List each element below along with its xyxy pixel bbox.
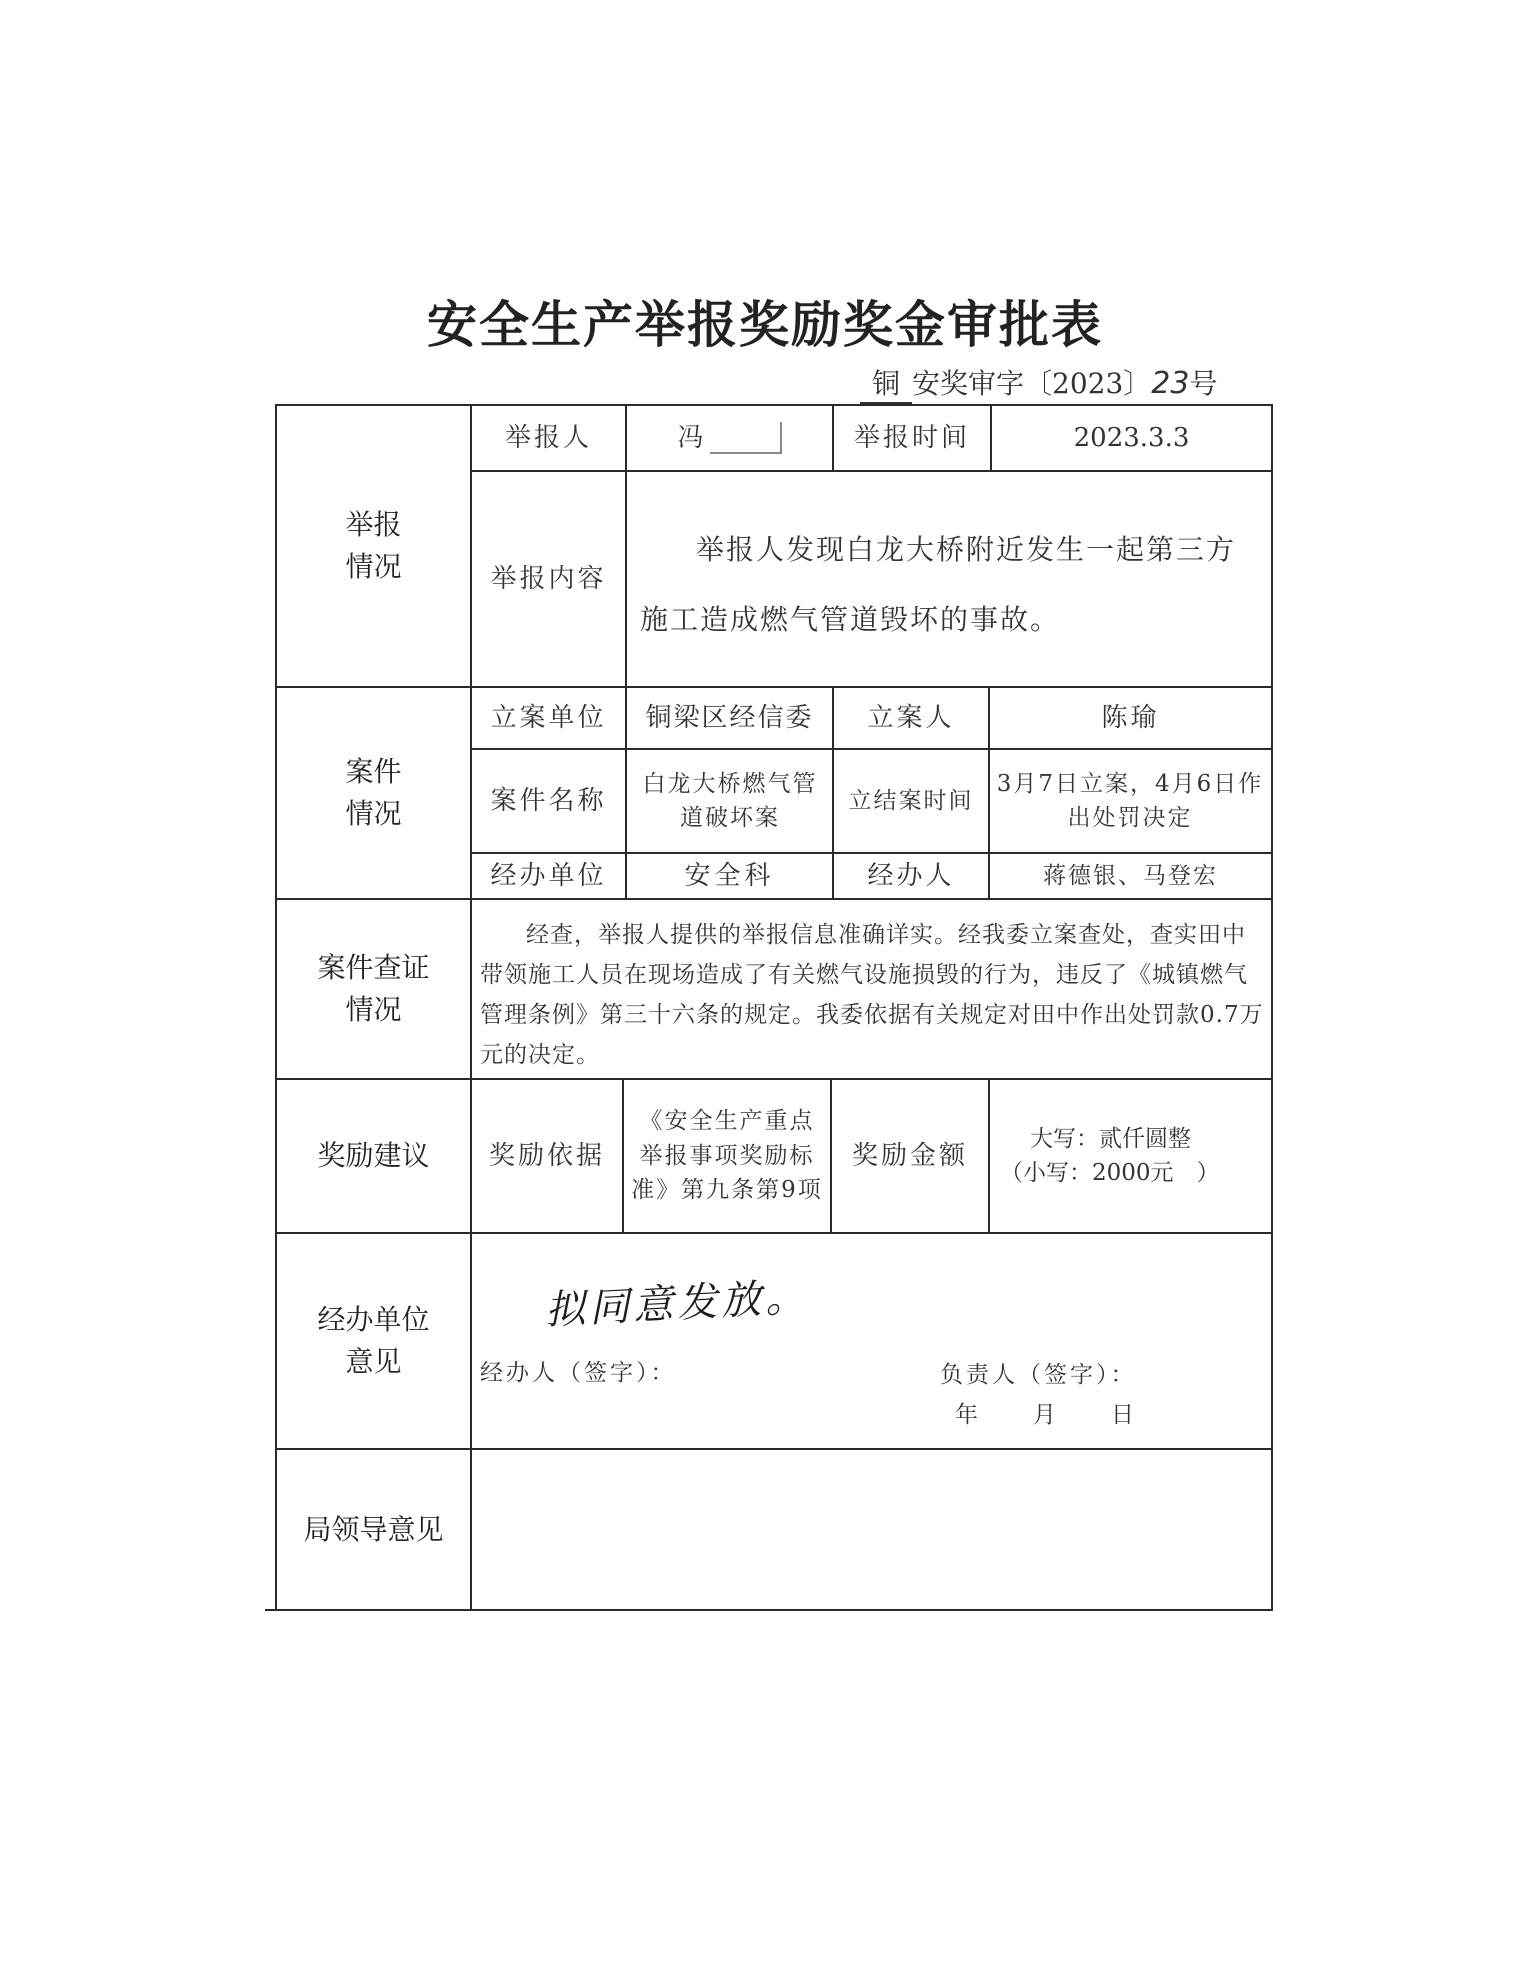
reward-basis-label: 奖励依据 — [488, 1140, 605, 1171]
reward-amount-label: 奖励金额 — [851, 1140, 968, 1171]
doc-number-text: 安奖审字〔2023〕 — [912, 367, 1152, 400]
leader-signature-line: 负责人（签字）： — [940, 1362, 1137, 1388]
reward-amount-value — [990, 1080, 1271, 1232]
doc-number-handwritten: 23 — [1151, 366, 1190, 401]
handwritten-opinion: 拟同意发放。 — [544, 1274, 811, 1334]
filer-label: 立案人 — [867, 702, 955, 733]
handler-signature-line: 经办人（签字）： — [480, 1360, 677, 1386]
report-section-label: 举报 情况 — [345, 508, 402, 583]
filer-value: 陈瑜 — [1101, 702, 1160, 733]
doc-number-suffix: 号 — [1189, 367, 1218, 400]
redaction-mark — [710, 422, 782, 454]
filing-time-value: 3月7日立案，4月6日作出处罚决定 — [996, 770, 1264, 831]
reporter-name: 冯 — [677, 422, 704, 453]
bureau-opinion-value[interactable] — [472, 1450, 1271, 1609]
case-section-label: 案件 情况 — [345, 755, 402, 830]
verification-section-label: 案件查证 情况 — [317, 951, 430, 1026]
reporter-label: 举报人 — [504, 422, 592, 453]
bureau-opinion-section-label: 局领导意见 — [303, 1512, 444, 1546]
handler-value: 蒋德银、马登宏 — [1043, 862, 1218, 889]
doc-number-prefix: 铜 — [860, 362, 912, 404]
report-time-label: 举报时间 — [853, 422, 970, 453]
report-time-value: 2023.3.3 — [1073, 422, 1190, 453]
case-name-value: 白龙大桥燃气管道破坏案 — [642, 770, 818, 831]
page-title: 安全生产举报奖励奖金审批表 — [427, 295, 1103, 354]
handling-unit-label: 经办单位 — [490, 860, 607, 891]
unit-opinion-section-label: 经办单位 意见 — [317, 1303, 430, 1378]
filing-unit-value: 铜梁区经信委 — [645, 702, 814, 733]
report-content-label: 举报内容 — [490, 563, 607, 594]
reward-amount-upper: 大写：贰仟圆整 — [1030, 1125, 1191, 1152]
handler-label: 经办人 — [867, 860, 955, 891]
report-content-value: 举报人发现白龙大桥附近发生一起第三方施工造成燃气管道毁坏的事故。 — [640, 533, 1237, 636]
case-name-label: 案件名称 — [490, 785, 607, 816]
verification-text: 经查，举报人提供的举报信息准确详实。经我委立案查处，查实田中带领施工人员在现场造成了有关燃气设施损毁的行为，违反了《城镇燃气管理条例》第三十六条的规定。我委依据有关规定对田中作出处罚款0.7万元的决定。 — [480, 922, 1264, 1068]
opinion-date-line: 年 月 日 — [955, 1402, 1137, 1428]
handling-unit-value: 安全科 — [684, 860, 775, 891]
filing-time-label: 立结案时间 — [848, 787, 974, 814]
reporter-value — [627, 406, 832, 470]
reward-basis-value: 《安全生产重点举报事项奖励标准》第九条第9项 — [631, 1108, 823, 1204]
reward-amount-lower: （小写：2000元 ） — [1000, 1160, 1220, 1186]
filing-unit-label: 立案单位 — [490, 702, 607, 733]
reward-section-label: 奖励建议 — [317, 1139, 430, 1172]
